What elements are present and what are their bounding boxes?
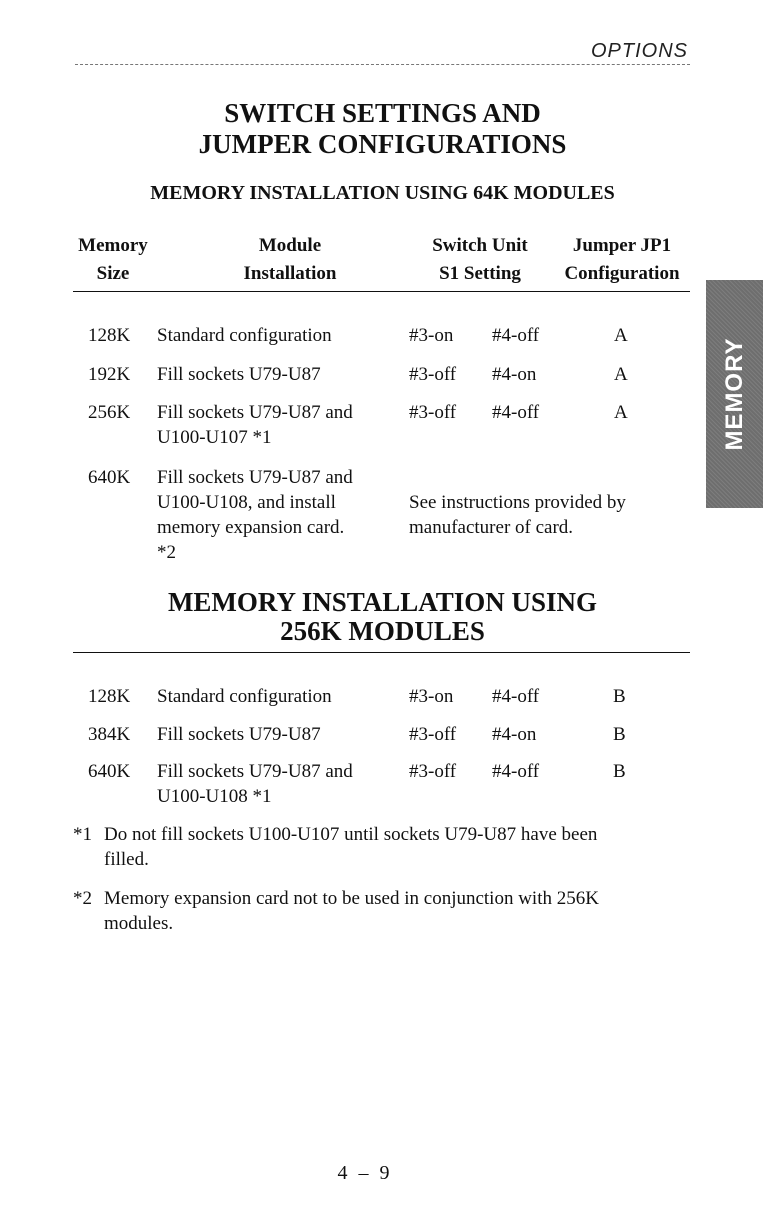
header-jumper-line2: Configuration bbox=[564, 263, 680, 284]
table256-row1-size: 128K bbox=[88, 686, 131, 707]
table256-row3-sw4: #4-off bbox=[492, 761, 540, 782]
table64-row3-jumper: A bbox=[614, 402, 628, 423]
table256-row1-sw4: #4-off bbox=[492, 686, 540, 707]
table256-title-line1: MEMORY INSTALLATION USING bbox=[167, 587, 598, 617]
table256-row3-size: 640K bbox=[88, 761, 131, 782]
table256-row2-sw3: #3-off bbox=[409, 724, 457, 745]
footnote-1-line1: Do not fill sockets U100-U107 until sockets U79-U87 have been bbox=[104, 824, 598, 845]
table64-row1-size: 128K bbox=[88, 325, 131, 346]
header-module-line2: Installation bbox=[243, 263, 337, 284]
table256-row2-jumper: B bbox=[613, 724, 626, 745]
table64-row3-install-line1: Fill sockets U79-U87 and bbox=[157, 402, 353, 423]
table64-row2-size: 192K bbox=[88, 364, 131, 385]
table64-row2-sw4: #4-on bbox=[492, 364, 537, 385]
table256-row2-sw4: #4-on bbox=[492, 724, 537, 745]
table64-row2-jumper: A bbox=[614, 364, 628, 385]
header-switch-line2: S1 Setting bbox=[439, 263, 521, 284]
table64-row4-install-line2: U100-U108, and install bbox=[157, 492, 336, 513]
header-module-line1: Module bbox=[258, 235, 322, 256]
header-memory-line1: Memory bbox=[78, 235, 148, 256]
table256-row1-install: Standard configuration bbox=[157, 686, 332, 707]
table64-row3-sw4: #4-off bbox=[492, 402, 540, 423]
table256-rule bbox=[73, 652, 690, 653]
page-number: 4 – 9 bbox=[337, 1162, 393, 1184]
table256-row3-jumper: B bbox=[613, 761, 626, 782]
table64-row1-sw4: #4-off bbox=[492, 325, 540, 346]
table64-row3-install-line2: U100-U107 *1 bbox=[157, 427, 272, 448]
footnote-2-line1: Memory expansion card not to be used in conjunction with 256K bbox=[104, 888, 599, 909]
table64-row1-install: Standard configuration bbox=[157, 325, 332, 346]
table64-row3-sw3: #3-off bbox=[409, 402, 457, 423]
footnote-2-mark: *2 bbox=[73, 888, 92, 909]
header-switch-setting bbox=[410, 232, 550, 288]
table256-row3-sw3: #3-off bbox=[409, 761, 457, 782]
table64-row4-size: 640K bbox=[88, 467, 131, 488]
header-jumper-line1: Jumper JP1 bbox=[572, 235, 672, 256]
header-memory-size bbox=[73, 232, 153, 288]
side-tab-label: MEMORY bbox=[720, 337, 748, 451]
table256-row1-sw3: #3-on bbox=[409, 686, 454, 707]
table64-row4-install-line1: Fill sockets U79-U87 and bbox=[157, 467, 353, 488]
header-jumper-config bbox=[553, 232, 691, 288]
side-section-tab bbox=[706, 280, 763, 508]
page-title-line2: JUMPER CONFIGURATIONS bbox=[198, 129, 567, 159]
table256-title-line2: 256K MODULES bbox=[280, 616, 485, 646]
table256-row2-install: Fill sockets U79-U87 bbox=[157, 724, 321, 745]
footnote-1-mark: *1 bbox=[73, 824, 92, 845]
table64-row3-size: 256K bbox=[88, 402, 131, 423]
table64-row4-install-line3: memory expansion card. bbox=[157, 517, 345, 538]
table256-row3-install-line2: U100-U108 *1 bbox=[157, 786, 272, 807]
header-switch-line1: Switch Unit bbox=[432, 235, 528, 256]
page-title-line1: SWITCH SETTINGS AND bbox=[224, 98, 541, 128]
table64-row4-note-line2: manufacturer of card. bbox=[409, 517, 574, 538]
header-module-installation bbox=[210, 232, 370, 288]
table64-row2-install: Fill sockets U79-U87 bbox=[157, 364, 321, 385]
table64-row1-sw3: #3-on bbox=[409, 325, 454, 346]
table64-row4-install-line4: *2 bbox=[157, 542, 176, 563]
table256-row1-jumper: B bbox=[613, 686, 626, 707]
header-rule bbox=[75, 64, 690, 65]
table256-row2-size: 384K bbox=[88, 724, 131, 745]
footnote-2-line2: modules. bbox=[104, 913, 174, 934]
footnote-1-line2: filled. bbox=[104, 849, 149, 870]
table64-row4-note-line1: See instructions provided by bbox=[409, 492, 626, 513]
header-memory-line2: Size bbox=[96, 263, 130, 284]
table64-header-rule bbox=[73, 291, 690, 292]
table64-row1-jumper: A bbox=[614, 325, 628, 346]
section-label: OPTIONS bbox=[590, 40, 688, 62]
table64-subtitle: MEMORY INSTALLATION USING 64K MODULES bbox=[150, 182, 615, 204]
table64-row2-sw3: #3-off bbox=[409, 364, 457, 385]
table256-row3-install-line1: Fill sockets U79-U87 and bbox=[157, 761, 353, 782]
